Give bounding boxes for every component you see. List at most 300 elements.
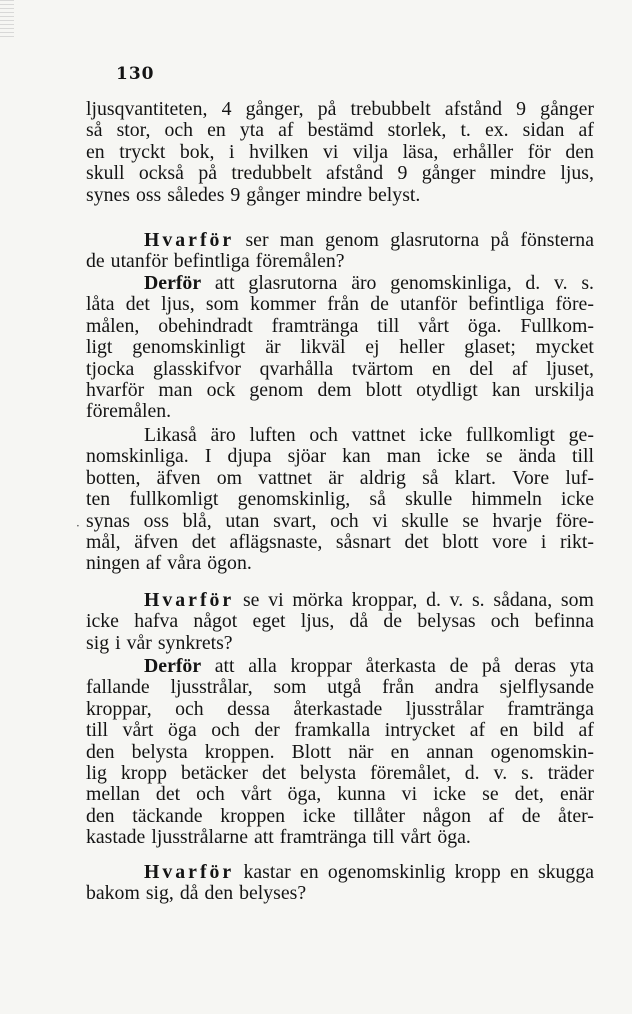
text-line — [86, 251, 594, 272]
word: fönsterna — [520, 229, 594, 251]
word: skulle — [401, 509, 449, 532]
text-line — [86, 446, 594, 467]
word: till — [86, 719, 108, 742]
word: nomskinliga. — [86, 445, 189, 468]
text-line — [86, 511, 594, 532]
word: en — [390, 740, 410, 763]
text-line — [86, 532, 594, 553]
word: afstånd — [444, 98, 502, 120]
word: himmeln — [471, 488, 542, 511]
word: qvarhålla — [259, 357, 334, 380]
word: målen, — [86, 314, 140, 337]
word: våra — [167, 552, 202, 575]
word: öga, — [287, 783, 322, 806]
word: enär — [559, 783, 594, 806]
word: vi — [322, 140, 339, 163]
word: oss — [135, 183, 162, 206]
word: vilja — [352, 140, 389, 163]
word: belyst. — [368, 183, 421, 206]
word: svart, — [273, 509, 317, 532]
word: läsa, — [402, 140, 439, 163]
lead-word: Hvarför — [144, 589, 235, 611]
word: d. — [464, 761, 480, 784]
word: att — [214, 272, 235, 294]
page-number: 130 — [116, 64, 155, 84]
word: föremålen? — [255, 250, 345, 273]
word: yta — [569, 655, 594, 677]
word: den — [204, 882, 234, 905]
text-line — [86, 862, 594, 883]
word: vi — [372, 509, 388, 532]
word: som — [273, 676, 307, 699]
word: ogenomskin- — [490, 740, 594, 763]
word: då — [179, 882, 199, 905]
word: de — [521, 804, 541, 827]
word: I — [204, 445, 212, 468]
word: det — [155, 783, 181, 806]
word: vårt — [418, 314, 449, 337]
text-line — [86, 120, 594, 141]
text-line — [86, 185, 594, 206]
word: kommer — [250, 293, 316, 316]
text-line — [86, 230, 594, 251]
word: kastade — [86, 826, 146, 849]
word: synas — [86, 509, 130, 532]
word: de — [449, 655, 469, 677]
paragraph-p1 — [86, 99, 594, 206]
word: se — [482, 783, 499, 806]
word: utanför — [400, 293, 458, 316]
word: v. — [449, 589, 464, 611]
word: icke — [86, 610, 119, 633]
word: de — [370, 293, 389, 316]
word: sjelflysande — [499, 676, 594, 699]
word: 9 — [230, 183, 241, 206]
text-line — [86, 380, 594, 401]
margin-mark: · — [76, 519, 80, 533]
word: utgå — [327, 676, 362, 699]
word: mål, — [86, 530, 121, 553]
word: mindre — [306, 183, 363, 206]
word: otydligt — [416, 378, 478, 401]
word: föremålet, — [370, 761, 451, 784]
word: till — [372, 826, 395, 849]
word: mindre — [489, 162, 547, 185]
text-line — [86, 359, 594, 380]
word: trebubbelt — [350, 98, 431, 120]
word: 9 — [397, 162, 408, 185]
word: annan — [426, 740, 474, 763]
word: 4 — [221, 98, 232, 120]
word: se — [242, 589, 260, 611]
word: af — [488, 804, 505, 827]
word: befintliga — [468, 293, 545, 316]
word: öga — [168, 719, 197, 742]
word: luf- — [565, 466, 594, 489]
word: gånger — [246, 183, 301, 206]
word: vår — [126, 631, 152, 654]
word: mörka — [292, 589, 343, 611]
word: ögon. — [207, 552, 252, 575]
word: skugga — [537, 861, 594, 883]
word: det — [191, 530, 216, 553]
word: aflägsnaste, — [229, 530, 323, 553]
word: kroppen. — [204, 740, 275, 763]
word: urskilja — [534, 378, 594, 401]
word: en — [299, 861, 319, 883]
word: d. — [525, 272, 541, 294]
word: botten, — [86, 466, 141, 489]
word: af — [512, 357, 528, 380]
word: hvilken — [249, 140, 309, 163]
paragraph-a1 — [86, 273, 594, 423]
word: äro — [210, 424, 236, 446]
word: att — [254, 826, 274, 849]
word: fallande — [86, 676, 150, 699]
word: icke — [419, 424, 453, 446]
word: befinna — [534, 610, 594, 633]
word: genomskinliga, — [390, 272, 512, 294]
text-line — [86, 401, 594, 422]
word: en — [432, 357, 451, 380]
word: låta — [86, 293, 115, 316]
word: träder — [547, 761, 594, 784]
word: och — [330, 509, 359, 532]
word: deras — [514, 655, 557, 677]
word: till — [572, 445, 594, 468]
word: således — [167, 183, 225, 206]
word: afstånd — [325, 162, 384, 185]
word: tvärtom — [351, 357, 414, 380]
word: fullkomligt — [129, 488, 219, 511]
word: ser — [245, 229, 269, 251]
lead-word: Derför — [144, 655, 202, 677]
text-line — [86, 883, 594, 904]
word: också — [138, 162, 184, 185]
word: d. — [426, 589, 441, 611]
word: ljus, — [300, 610, 335, 633]
word: djupa — [227, 445, 272, 468]
word: och — [490, 610, 520, 633]
text-line — [86, 337, 594, 358]
word: ningen — [86, 552, 140, 575]
word: den — [86, 804, 115, 827]
word: Fullkom- — [520, 314, 594, 337]
word: bestämd — [307, 119, 374, 142]
word: skulle — [405, 488, 453, 511]
word: från — [327, 293, 360, 316]
word: som — [205, 293, 239, 316]
word: der — [254, 719, 280, 742]
word: då — [349, 610, 369, 633]
word: så — [369, 488, 386, 511]
word: betäcker — [180, 761, 248, 784]
word: aldrig — [359, 466, 406, 489]
word: sig — [86, 631, 110, 654]
word: för — [527, 140, 551, 163]
word: ljusstrålarne — [151, 826, 249, 849]
word: kan — [342, 445, 371, 468]
word: af — [145, 552, 162, 575]
word: och — [164, 119, 194, 142]
word: genom — [325, 229, 379, 251]
word: belysta — [300, 761, 357, 784]
text-line — [86, 425, 594, 446]
word: sidan — [522, 119, 565, 142]
word: så — [86, 119, 103, 142]
text-line — [86, 590, 594, 611]
word: vårt — [400, 826, 432, 849]
word: glaset; — [464, 336, 516, 359]
word: och — [196, 783, 225, 806]
word: man — [279, 229, 314, 251]
word: genomskinlig, — [237, 488, 351, 511]
word: öga. — [467, 314, 502, 337]
word: på — [490, 229, 510, 251]
word: ock — [206, 378, 236, 401]
word: likväl — [300, 336, 346, 359]
word: ten — [86, 488, 111, 511]
word: sådana, — [493, 589, 553, 611]
text-line — [86, 163, 594, 184]
paragraph-q3 — [86, 862, 594, 905]
word: täckande — [132, 804, 203, 827]
word: befintliga — [173, 250, 250, 273]
text-line — [86, 489, 594, 510]
word: blå, — [182, 509, 212, 532]
word: vore — [492, 530, 528, 553]
word: är — [328, 466, 344, 489]
word: ej — [365, 336, 380, 359]
word: kroppar, — [86, 697, 152, 720]
word: den — [86, 740, 115, 763]
paragraph-a2 — [86, 656, 594, 849]
word: icke — [302, 804, 336, 827]
word: icke — [433, 783, 467, 806]
word: af — [578, 719, 594, 742]
text-line — [86, 633, 594, 654]
text-line — [86, 763, 594, 784]
word: öga. — [437, 826, 471, 849]
word: i — [540, 530, 547, 553]
word: framtränga — [271, 314, 359, 337]
word: kunna — [337, 783, 386, 806]
word: s. — [471, 589, 485, 611]
word: före- — [555, 509, 594, 532]
word: kroppen — [220, 804, 286, 827]
word: på — [481, 655, 501, 677]
word: tillåter — [353, 804, 405, 827]
word: är — [265, 336, 281, 359]
word: v. — [554, 272, 568, 294]
word: äro — [351, 272, 377, 294]
word: till — [377, 314, 400, 337]
word: hafva — [134, 610, 179, 633]
word: och — [309, 424, 338, 446]
word: vattnet — [258, 466, 313, 489]
word: ljus, — [161, 293, 195, 316]
text-line — [86, 720, 594, 741]
word: om — [216, 466, 242, 489]
word: se — [462, 509, 479, 532]
word: hvarje — [492, 509, 542, 532]
word: oss — [143, 509, 169, 532]
text-line — [86, 553, 594, 574]
word: rikt- — [559, 530, 594, 553]
lead-word: Derför — [144, 272, 202, 294]
word: den — [565, 140, 594, 163]
word: synes — [86, 183, 130, 206]
word: något — [193, 610, 238, 633]
word: belyses? — [239, 882, 307, 905]
word: att — [214, 655, 235, 677]
text-line — [86, 656, 594, 677]
word: kan — [491, 378, 521, 401]
word: vattnet — [351, 424, 406, 446]
word: från — [382, 676, 414, 699]
word: dessa — [227, 697, 270, 720]
word: ge- — [568, 424, 594, 446]
word: framkalla — [294, 719, 371, 742]
text-line — [86, 611, 594, 632]
word: ligt — [86, 336, 113, 359]
word: ljus, — [560, 162, 594, 185]
word: mellan — [86, 783, 140, 806]
word: kroppar, — [351, 589, 418, 611]
word: skull — [86, 162, 125, 185]
word: och — [175, 697, 204, 720]
word: kropp — [120, 761, 168, 784]
word: en — [86, 140, 105, 163]
text-line — [86, 142, 594, 163]
word: vårt — [122, 719, 154, 742]
word: kropp — [454, 861, 501, 883]
word: hvarför — [86, 378, 145, 401]
word: framtränga — [279, 826, 367, 849]
word: eget — [252, 610, 286, 633]
word: ljusstrålar — [405, 697, 484, 720]
word: framtränga — [507, 697, 594, 720]
word: mycket — [535, 336, 594, 359]
word: lig — [86, 761, 107, 784]
word: tredubbelt — [231, 162, 312, 185]
word: icke — [436, 445, 470, 468]
word: äfven — [156, 466, 201, 489]
word: sjöar — [287, 445, 327, 468]
word: kastar — [243, 861, 291, 883]
word: t. — [460, 119, 471, 142]
word: ljusstrålar, — [170, 676, 253, 699]
word: en — [510, 861, 529, 883]
word: utan — [225, 509, 260, 532]
word: ljusqvantiteten, — [86, 98, 208, 120]
text-line — [86, 468, 594, 489]
word: man — [386, 445, 421, 468]
word: belysta — [131, 740, 188, 763]
word: äfven — [134, 530, 179, 553]
word: blott — [442, 530, 479, 553]
word: åter- — [558, 804, 594, 827]
word: Blott — [291, 740, 332, 763]
word: af — [278, 119, 294, 142]
lead-word: Hvarför — [144, 229, 235, 251]
word: bakom — [86, 882, 140, 905]
word: glasrutorna — [248, 272, 338, 294]
word: Likaså — [144, 424, 197, 446]
word: vi — [268, 589, 284, 611]
word: se — [486, 445, 503, 468]
word: vi — [401, 783, 418, 806]
word: genom — [249, 378, 304, 401]
word: en — [499, 719, 519, 742]
text-line — [86, 677, 594, 698]
word: icke — [561, 488, 594, 511]
word: synkrets? — [157, 631, 233, 654]
word: bok, — [179, 140, 215, 163]
word: det — [125, 293, 150, 316]
word: obehindradt — [158, 314, 253, 337]
word: del — [469, 357, 494, 380]
text-line — [86, 294, 594, 315]
text-line — [86, 784, 594, 805]
scan-noise — [0, 0, 14, 40]
word: alla — [248, 655, 277, 677]
word: bild — [533, 719, 564, 742]
text-line — [86, 806, 594, 827]
word: yta — [239, 119, 265, 142]
word: intrycket — [384, 719, 456, 742]
word: det — [261, 761, 287, 784]
word: någon — [422, 804, 471, 827]
word: i — [115, 631, 121, 654]
word: ex. — [484, 119, 509, 142]
word: i — [229, 140, 235, 163]
word: återkasta — [365, 655, 436, 677]
word: tryckt — [119, 140, 166, 163]
paragraph-q1 — [86, 230, 594, 273]
word: så — [422, 466, 439, 489]
word: storlek, — [387, 119, 447, 142]
word: af — [578, 119, 594, 142]
word: dem — [317, 378, 352, 401]
word: som — [560, 589, 594, 611]
word: af — [469, 719, 486, 742]
word: ända — [518, 445, 556, 468]
word: kroppar — [290, 655, 352, 677]
word: glasrutorna — [390, 229, 480, 251]
word: det, — [514, 783, 544, 806]
word: s. — [581, 272, 594, 294]
word: utanför — [110, 250, 168, 273]
word: vårt — [240, 783, 272, 806]
word: ogenomskinlig — [327, 861, 446, 883]
word: de — [86, 250, 105, 273]
text-line — [86, 99, 594, 120]
word: och — [211, 719, 240, 742]
word: en — [207, 119, 226, 142]
word: glasskifvor — [153, 357, 241, 380]
word: ljuset, — [546, 357, 594, 380]
word: heller — [399, 336, 445, 359]
word: luften — [249, 424, 296, 446]
word: klart. — [454, 466, 496, 489]
word: på — [198, 162, 217, 185]
word: s. — [521, 761, 534, 784]
word: man — [158, 378, 193, 401]
word: genomskinligt — [132, 336, 246, 359]
word: gånger — [540, 98, 594, 120]
word: på — [317, 98, 337, 120]
